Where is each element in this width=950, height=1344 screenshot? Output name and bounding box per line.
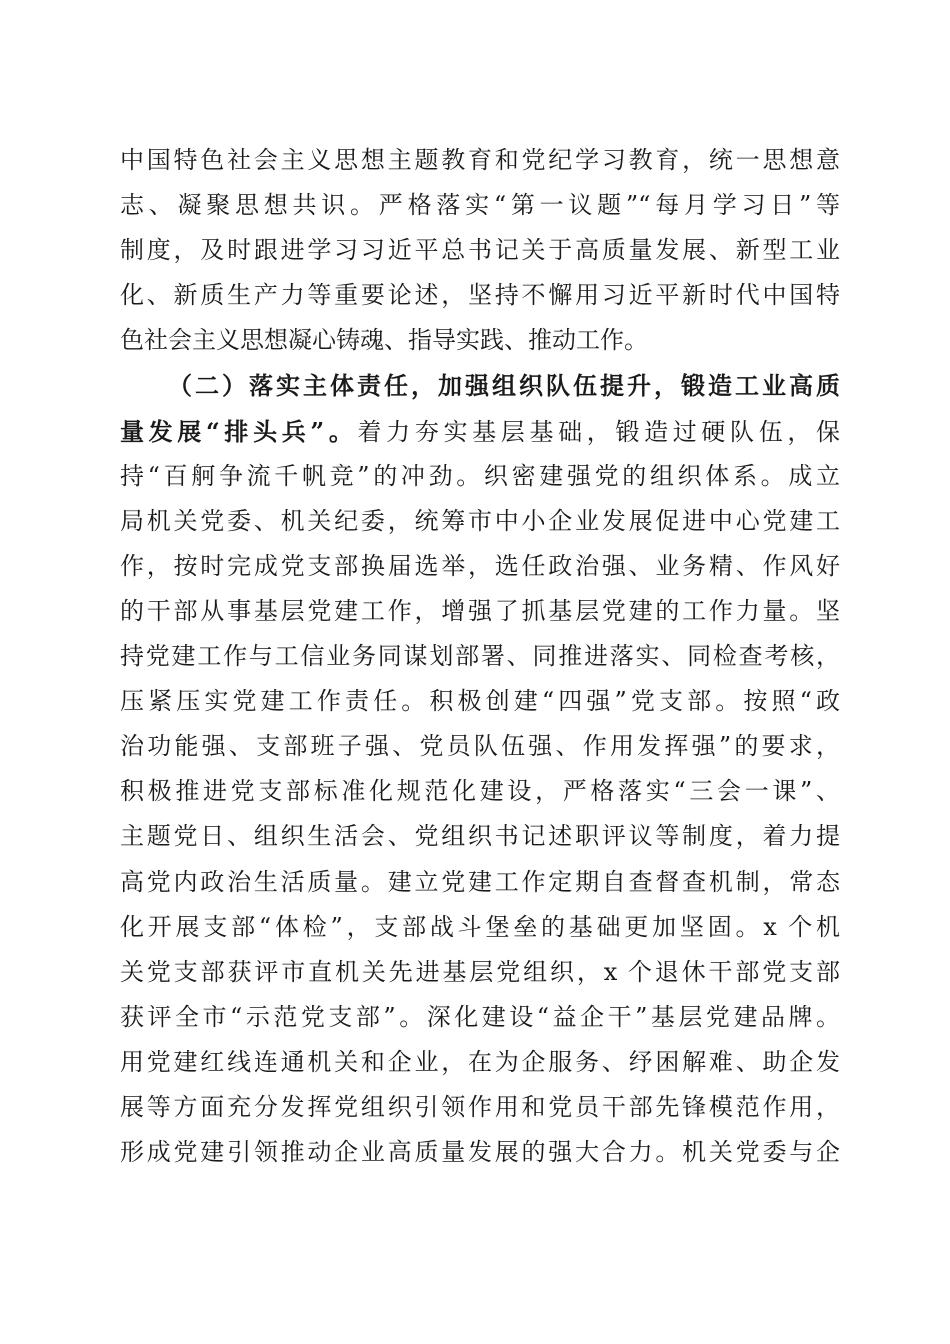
paragraph-line: 制度，及时跟进学习习近平总书记关于高质量发展、新型工业: [120, 236, 840, 265]
paragraph-line: 志、凝聚思想共识。严格落实“第一议题”“每月学习日”等: [120, 191, 840, 220]
paragraph-line: 压紧压实党建工作责任。积极创建“四强”党支部。按照“政: [120, 687, 840, 716]
paragraph-line: 形成党建引领推动企业高质量发展的强大合力。机关党委与企: [120, 1138, 840, 1167]
paragraph-line: 关党支部获评市直机关先进基层党组织，x 个退休干部党支部: [120, 957, 840, 986]
paragraph-line: 化开展支部“体检”，支部战斗堡垒的基础更加坚固。x 个机: [120, 912, 840, 941]
paragraph-line: 持“百舸争流千帆竞”的冲劲。织密建强党的组织体系。成立: [120, 461, 840, 490]
section-heading: （二）落实主体责任，加强组织队伍提升，锻造工业高质: [168, 371, 840, 401]
paragraph-line: 展等方面充分发挥党组织引领作用和党员干部先锋模范作用，: [120, 1092, 840, 1121]
paragraph-line: 色社会主义思想凝心铸魂、指导实践、推动工作。: [120, 326, 648, 355]
body-text: [120, 138, 840, 1175]
paragraph-line: 局机关党委、机关纪委，统筹市中小企业发展促进中心党建工: [120, 506, 840, 535]
paragraph-line: 高党内政治生活质量。建立党建工作定期自查督查机制，常态: [120, 867, 840, 896]
paragraph-line: [120, 409, 840, 454]
paragraph-line: 主题党日、组织生活会、党组织书记述职评议等制度，着力提: [120, 822, 840, 851]
paragraph-line: 中国特色社会主义思想主题教育和党纪学习教育，统一思想意: [120, 146, 840, 174]
section-heading-end: 量发展“排头兵”。: [120, 416, 358, 446]
paragraph-line: 持党建工作与工信业务同谋划部署、同推进落实、同检查考核，: [120, 642, 840, 671]
paragraph-line: 作，按时完成党支部换届选举，选任政治强、业务精、作风好: [120, 551, 840, 580]
paragraph-line: 治功能强、支部班子强、党员队伍强、作用发挥强”的要求，: [120, 732, 840, 761]
paragraph-text: 着力夯实基层基础，锻造过硬队伍，保: [357, 417, 841, 446]
paragraph-line: 积极推进党支部标准化规范化建设，严格落实“三会一课”、: [120, 777, 840, 806]
paragraph-line: 获评全市“示范党支部”。深化建设“益企干”基层党建品牌。: [120, 1002, 840, 1031]
section-heading-line: [120, 363, 840, 408]
paragraph-line: 用党建红线连通机关和企业，在为企服务、纾困解难、助企发: [120, 1047, 840, 1076]
paragraph-line: 的干部从事基层党建工作，增强了抓基层党建的工作力量。坚: [120, 596, 840, 625]
paragraph-line: 化、新质生产力等重要论述，坚持不懈用习近平新时代中国特: [120, 281, 840, 310]
